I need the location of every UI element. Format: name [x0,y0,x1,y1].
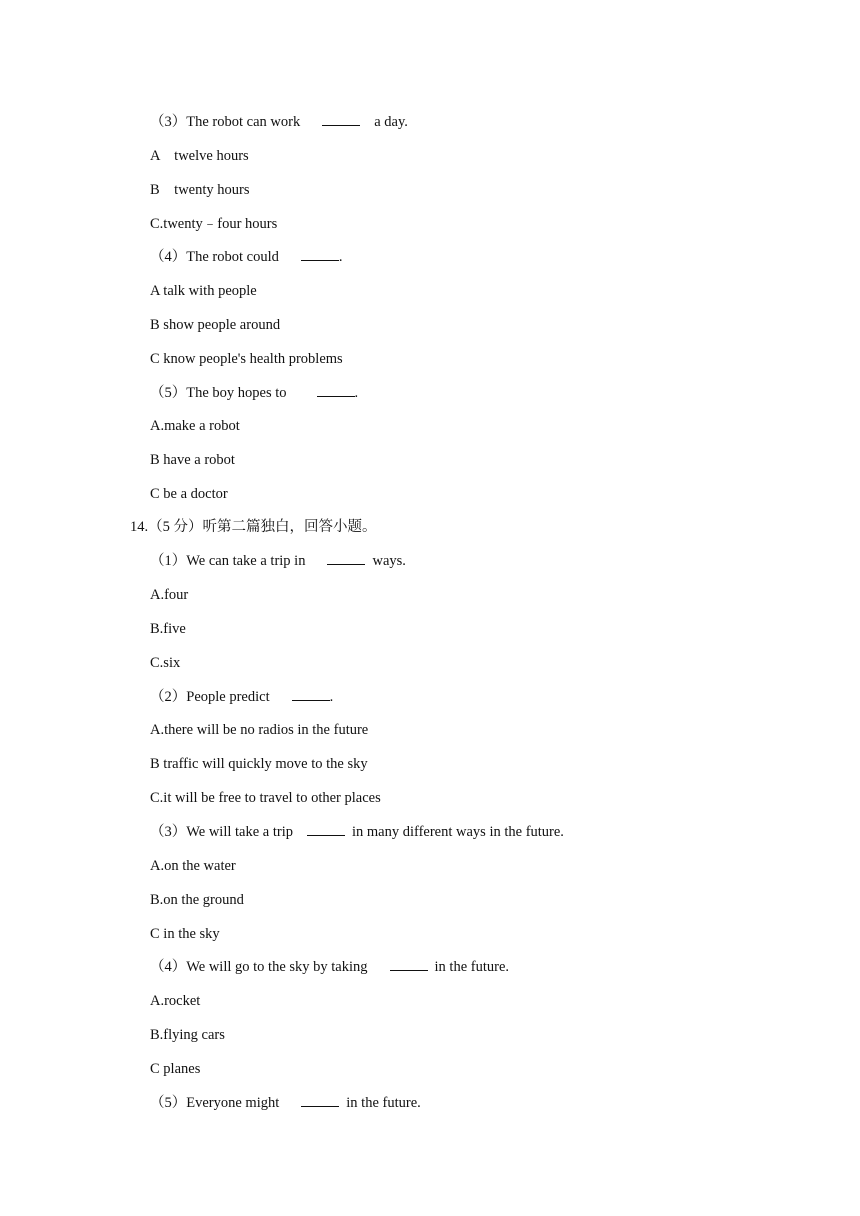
q14-sub3-prefix: （3）We will take a trip [150,824,293,840]
q14-sub3-option-b: B.on the ground [150,892,244,908]
answer-blank [307,823,345,836]
q14-sub4-option-b: B.flying cars [150,1027,225,1043]
q14-sub2-prefix: （2）People predict [150,689,270,705]
q13-sub3-option-c: C.twenty﹣four hours [150,216,278,232]
answer-blank [327,552,365,565]
q13-sub3-question [150,113,408,131]
answer-blank [301,1094,339,1107]
q13-sub5-prefix: （5）The boy hopes to [150,385,287,401]
q14-sub3-suffix: in many different ways in the future. [352,824,564,840]
answer-blank [390,958,428,971]
q14-sub5-prefix: （5）Everyone might [150,1095,280,1111]
q13-sub4-option-b: B show people around [150,317,281,333]
q14-sub1-option-b: B.five [150,621,186,637]
q13-sub4-prefix: （4）The robot could [150,249,279,265]
q13-sub3-option-a: A twelve hours [150,148,249,164]
q13-sub5-suffix: . [354,385,359,401]
q14-sub1-option-c: C.six [150,655,181,671]
q14-sub5-question [150,1094,421,1112]
q13-sub3-prefix: （3）The robot can work [150,114,301,130]
q13-sub5-option-a: A.make a robot [150,418,240,434]
q14-sub4-option-a: A.rocket [150,993,201,1009]
q13-sub3-suffix: a day. [374,114,408,130]
q14-sub2-option-b: B traffic will quickly move to the sky [150,756,368,772]
q14-sub2-option-a: A.there will be no radios in the future [150,722,369,738]
q13-sub3-option-b: B twenty hours [150,182,250,198]
answer-blank [292,688,330,701]
q14-sub4-suffix: in the future. [434,959,510,975]
q14-sub1-question [150,552,406,570]
q14-sub5-suffix: in the future. [346,1095,421,1111]
answer-blank [322,113,360,126]
q14-sub4-prefix: （4）We will go to the sky by taking [150,959,368,975]
q14-sub3-question [150,823,564,841]
q14-sub2-question [150,688,333,706]
q14-sub4-option-c: C planes [150,1061,201,1077]
answer-blank [301,248,339,261]
q14-sub4-question [150,958,509,976]
q14-sub2-option-c: C.it will be free to travel to other places [150,790,381,806]
q14-sub3-option-a: A.on the water [150,858,236,874]
q14-sub1-suffix: ways. [372,553,406,569]
q13-sub5-option-c: C be a doctor [150,486,228,502]
answer-blank [317,384,355,397]
q14-sub1-option-a: A.four [150,587,189,603]
q13-sub4-suffix: . [338,249,343,265]
q14-sub1-prefix: （1）We can take a trip in [150,553,306,569]
q14-heading: 14.（5 分）听第二篇独白，回答小题。 [130,519,377,535]
q14-sub3-option-c: C in the sky [150,926,220,942]
q13-sub4-option-c: C know people's health problems [150,351,343,367]
q13-sub4-option-a: A talk with people [150,283,257,299]
q13-sub5-option-b: B have a robot [150,452,235,468]
q14-sub2-suffix: . [329,689,334,705]
q13-sub5-question [150,384,358,402]
q13-sub4-question [150,248,343,266]
